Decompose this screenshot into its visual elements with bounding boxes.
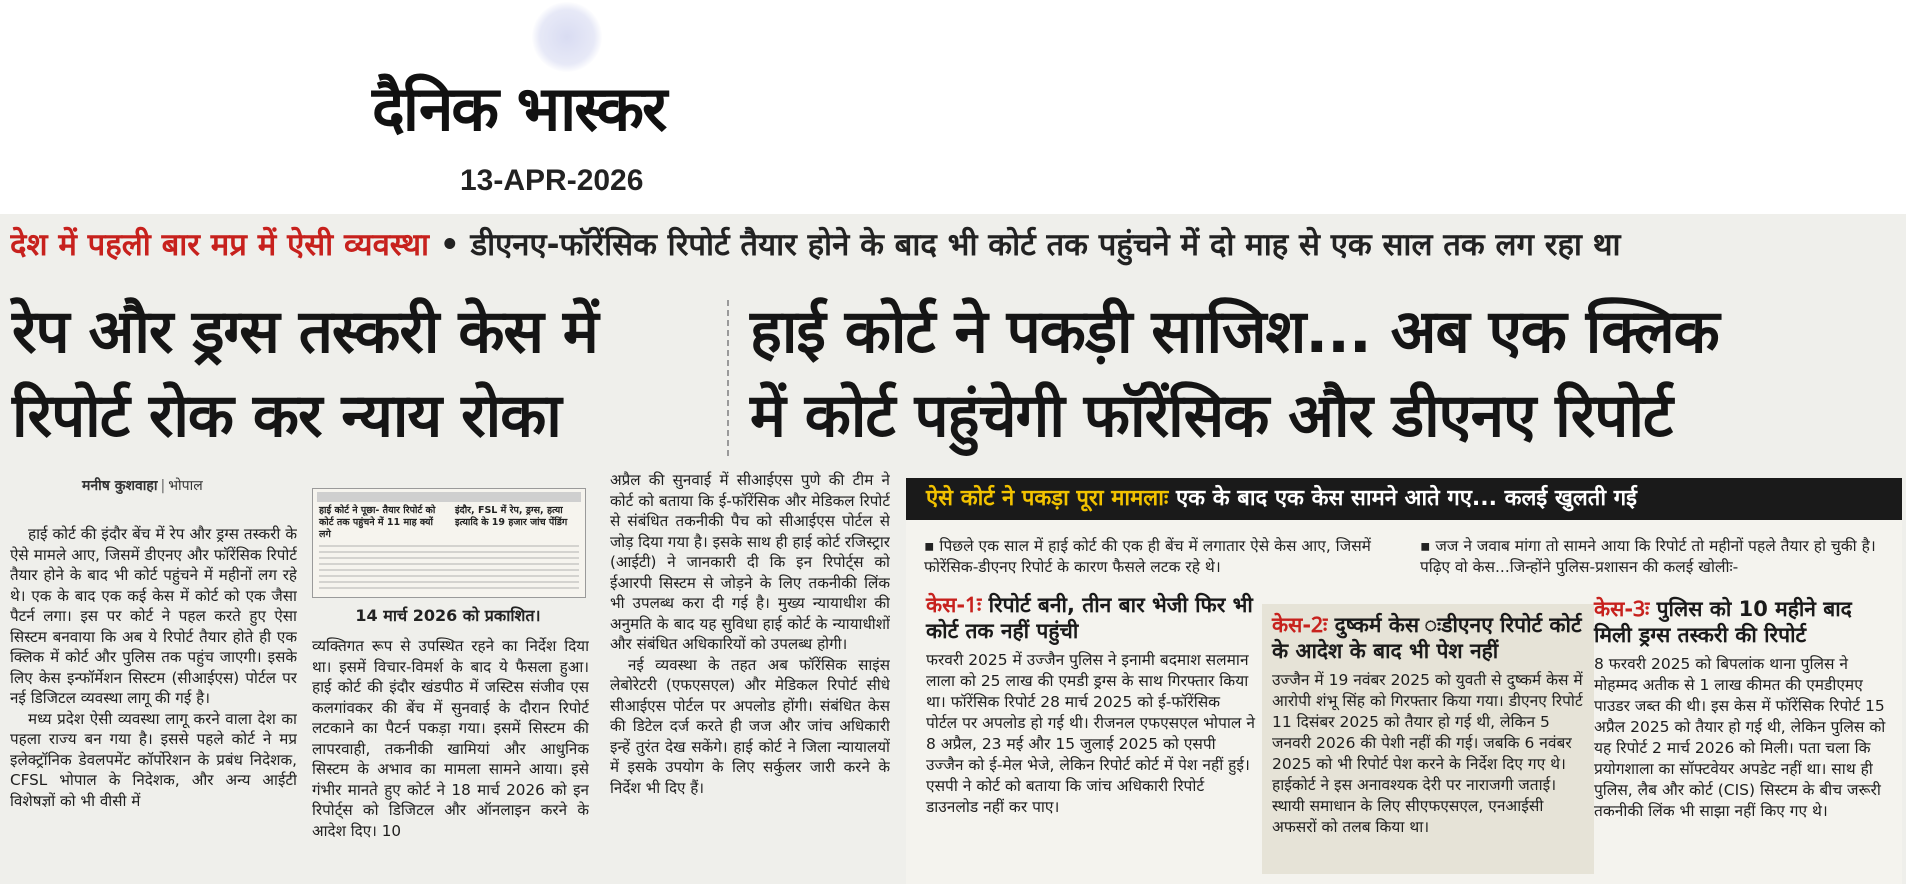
headline-right xyxy=(750,290,1900,458)
previous-article-thumbnail xyxy=(312,488,586,598)
case-2-text: उज्जैन में 19 नवंबर 2025 को युवती से दुष्कर्म केस में आरोपी शंभू सिंह को गिरफ्तार किया गया। डीएनए रिपोर्ट 11 दिसंबर 2025 को तैयार हो गई थी, लेकिन 5 जनवरी 2026 की पेशी नहीं की गई। जबकि 6 नवंबर 2025 को भी रिपोर्ट पेश करने के निर्देश दिए गए थे। हाईकोर्ट ने इस अनावश्यक देरी पर नाराजगी जताई। स्थायी समाधान के लिए सीएफएसएल, एनआईसी अफसरों को तलब किया था। xyxy=(1272,671,1583,836)
case-box-banner-text: एक के बाद एक केस सामने आते गए... कलई खुलती गई xyxy=(1168,486,1637,511)
thumbnail-headline-1: हाई कोर्ट ने पूछा- तैयार रिपोर्ट को कोर्ट तक पहुंचने में 11 माह क्यों लगे xyxy=(319,505,436,540)
case-2-tag: केस-2ः xyxy=(1272,613,1328,637)
thumbnail-body-lines xyxy=(319,545,579,591)
case-3-text: 8 फरवरी 2025 को बिपलांक थाना पुलिस ने मोहम्मद अतीक से 1 लाख कीमत की एमडीएमए पाउडर जब्त की थी। इस केस में फॉरेंसिक रिपोर्ट 15 अप्रैल 2025 को तैयार हो गई थी, लेकिन पुलिस को यह रिपोर्ट 2 मार्च 2026 को मिली। पता चला कि प्रयोगशाला का सॉफ्टवेयर अपडेट नहीं था। साथ ही पुलिस, लैब और कोर्ट (CIS) सिस्टम के बीच जरूरी तकनीकी लिंक भी साझा नहीं किए गए थे। xyxy=(1594,655,1886,820)
kicker-text: डीएनए-फॉरेंसिक रिपोर्ट तैयार होने के बाद भी कोर्ट तक पहुंचने में दो माह से एक साल तक लग रहा था xyxy=(470,227,1621,263)
byline-place: भोपाल xyxy=(168,478,203,494)
case-1-title xyxy=(926,592,1256,644)
case-box-intro-2: ▪ जज ने जवाब मांगा तो सामने आया कि रिपोर्ट तो महीनों पहले तैयार हो चुकी है। पढ़िए वो केस...जिन्होंने पुलिस-प्रशासन की कलई खोलीः- xyxy=(1420,537,1876,576)
case-2-title xyxy=(1272,612,1586,664)
headline-left xyxy=(12,290,724,458)
column-2-paragraph-1: व्यक्तिगत रूप से उपस्थित रहने का निर्देश दिया था। इसमें विचार-विमर्श के बाद ये फैसला हुआ। हाई कोर्ट की इंदौर खंडपीठ में जस्टिस संजीव एस कलगांवकर की बेंच में सुनवाई के दौरान रिपोर्ट लटकाने का पैटर्न पकड़ा गया। इसमें सिस्टम की लापरवाही, तकनीकी खामियां और आधुनिक सिस्टम के अभाव का मामला सामने आया। इसे गंभीर मानते हुए कोर्ट ने 18 मार्च 2026 को इन रिपोर्ट्स को डिजिटल और ऑनलाइन करने के आदेश दिए। 10 xyxy=(312,637,589,840)
thumbnail-caption: 14 मार्च 2026 को प्रकाशित। xyxy=(355,606,541,625)
thumbnail-headline-2: इंदौर, FSL में रेप, ड्रग्स, हत्या इत्यादि के 19 हजार जांच पेंडिंग xyxy=(455,505,568,528)
headline-left-line-2: रिपोर्ट रोक कर न्याय रोका xyxy=(12,381,561,451)
headline-right-line-1: हाई कोर्ट ने पकड़ी साजिश... अब एक क्लिक xyxy=(750,297,1719,367)
case-box-banner xyxy=(906,478,1902,520)
case-box-banner-highlight: ऐसे कोर्ट ने पकड़ा पूरा मामलाः xyxy=(926,486,1169,511)
kicker-line xyxy=(10,222,1900,268)
case-box-intro-1: ▪ पिछले एक साल में हाई कोर्ट की एक ही बेंच में लगातार ऐसे केस आए, जिसमें फोरेंसिक-डीएनए रिपोर्ट के कारण फैसले लटक रहे थे। xyxy=(924,537,1371,576)
headline-left-line-1: रेप और ड्रग्स तस्करी केस में xyxy=(12,297,598,367)
headline-right-line-2: में कोर्ट पहुंचेगी फॉरेंसिक और डीएनए रिपोर्ट xyxy=(750,381,1673,451)
decorative-stamp-icon xyxy=(532,2,602,72)
case-3-tag: केस-3ः xyxy=(1594,597,1650,621)
case-2-heading: दुष्कर्म केस ःडीएनए रिपोर्ट कोर्ट के आदेश के बाद भी पेश नहीं xyxy=(1272,613,1582,663)
column-3-paragraph-2: नई व्यवस्था के तहत अब फॉरेंसिक साइंस लेबोरेटरी (एफएसएल) और मेडिकल रिपोर्ट सीधे सीआईएस पोर्टल पर अपलोड होंगी। संबंधित केस की डिटेल दर्ज करते ही जज और जांच अधिकारी इन्हें तुरंत देख सकेंगे। हाई कोर्ट ने जिला न्यायालयों में इसके उपयोग के लिए सर्कुलर जारी करने के निर्देश भी दिए हैं। xyxy=(610,655,890,797)
case-1-tag: केस-1ः xyxy=(926,593,982,617)
case-1 xyxy=(926,592,1256,818)
case-3 xyxy=(1594,596,1894,822)
newspaper-logo: दैनिक भास्कर xyxy=(372,72,666,145)
article-column-2 xyxy=(312,636,589,880)
byline xyxy=(82,476,203,495)
headline-divider xyxy=(727,300,729,456)
thumbnail-masthead-strip xyxy=(317,492,581,502)
byline-separator: | xyxy=(160,478,166,494)
kicker-bullet: • xyxy=(429,227,471,263)
column-3-paragraph-1: अप्रैल की सुनवाई में सीआईएस पुणे की टीम ने कोर्ट को बताया कि ई-फॉरेंसिक और मेडिकल रिपोर्ट से संबंधित तकनीकी पैच को सीआईएस पोर्टल से जोड़ दिया गया है। इसके साथ ही हाई कोर्ट रजिस्ट्रार (आईटी) ने जानकारी दी कि इन रिपोर्ट्स को ईआरपी सिस्टम से जोड़ने के लिए तकनीकी लिंक भी उपलब्ध करा दी गई है। मुख्य न्यायाधीश की अनुमति के बाद यह सुविधा हाई कोर्ट के न्यायाधीशों और संबंधित अधिकारियों को उपलब्ध होगी। xyxy=(610,471,890,653)
case-1-text: फरवरी 2025 में उज्जैन पुलिस ने इनामी बदमाश सलमान लाला को 25 लाख की एमडी ड्रग्स के साथ गिरफ्तार किया था। फॉरेंसिक रिपोर्ट 28 मार्च 2025 को ई-फॉरेंसिक पोर्टल पर अपलोड हो गई थी। रीजनल एफएसएल भोपाल ने 8 अप्रैल, 23 मई और 15 जुलाई 2025 को एसपी उज्जैन को ई-मेल भेजे, लेकिन रिपोर्ट कोर्ट में पेश नहीं हुई। एसपी ने कोर्ट को बताया कि जांच अधिकारी रिपोर्ट डाउनलोड नहीं कर पाए। xyxy=(926,651,1255,816)
case-3-title xyxy=(1594,596,1894,648)
article-column-1 xyxy=(10,524,297,880)
case-1-heading: रिपोर्ट बनी, तीन बार भेजी फिर भी कोर्ट तक नहीं पहुंची xyxy=(926,593,1253,643)
case-3-heading: पुलिस को 10 महीने बाद मिली ड्रग्स तस्करी की रिपोर्ट xyxy=(1594,597,1852,647)
byline-author: मनीष कुशवाहा xyxy=(82,478,158,494)
kicker-highlight: देश में पहली बार मप्र में ऐसी व्यवस्था xyxy=(10,227,430,263)
column-1-paragraph-2: मध्य प्रदेश ऐसी व्यवस्था लागू करने वाला देश का पहला राज्य बन गया है। इससे पहले कोर्ट ने मप्र इलेक्ट्रॉनिक डेवलपमेंट कॉर्पोरेशन के प्रबंध निदेशक, CFSL भोपाल के निदेशक, और अन्य आईटी विशेषज्ञों को भी वीसी में xyxy=(10,709,297,810)
article-column-3 xyxy=(610,470,890,880)
case-2 xyxy=(1262,604,1594,874)
clipping-date: 13-APR-2026 xyxy=(460,164,644,197)
column-1-paragraph-1: हाई कोर्ट की इंदौर बेंच में रेप और ड्रग्स तस्करी के ऐसे मामले आए, जिसमें डीएनए और फॉरेंसिक रिपोर्ट तैयार होने के बाद भी कोर्ट पहुंचने में महीनों लग रहे थे। एक के बाद एक कई केस में कोर्ट को एक जैसा पैटर्न लगा। इस पर कोर्ट ने पहल करते हुए ऐसा सिस्टम बनवाया कि अब ये रिपोर्ट तैयार होते ही एक क्लिक में कोर्ट और पुलिस तक पहुंच जाएगी। इसके लिए केस इन्फॉर्मेशन सिस्टम (सीआईएस) पोर्टल पर नई डिजिटल व्यवस्था लागू की गई है। xyxy=(10,525,297,707)
